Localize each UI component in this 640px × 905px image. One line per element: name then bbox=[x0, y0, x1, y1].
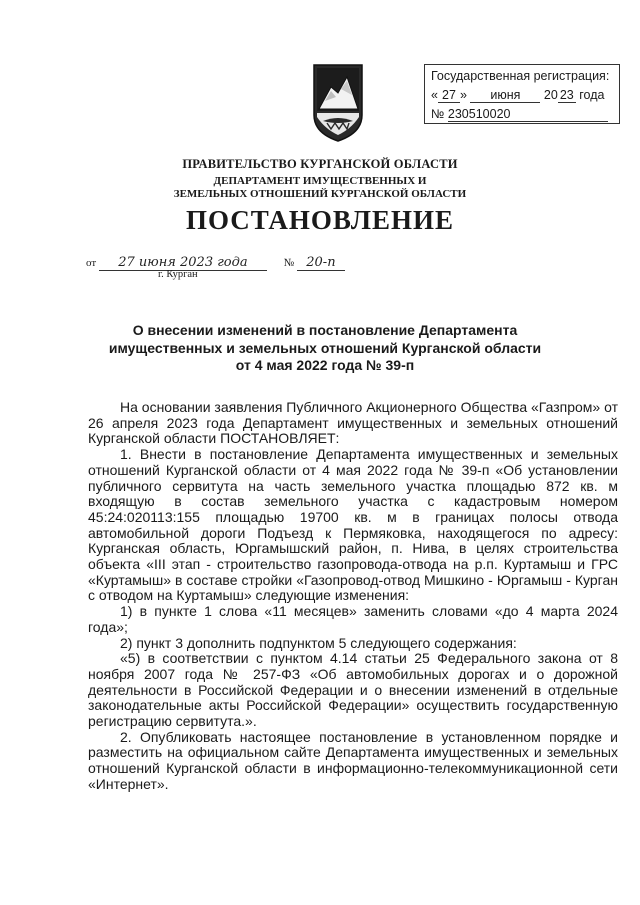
registration-number-row bbox=[431, 105, 619, 124]
title-line3: от 4 мая 2022 года № 39-п bbox=[235, 357, 415, 373]
paragraph-subitem2: 2) пункт 3 дополнить подпунктом 5 следующего содержания: bbox=[120, 634, 517, 651]
registration-month: июня bbox=[470, 88, 540, 103]
registration-label: Государственная регистрация: bbox=[431, 69, 610, 83]
date-number-line bbox=[86, 256, 345, 271]
registration-day: 27 bbox=[438, 88, 460, 103]
department-name-line1: ДЕПАРТАМЕНТ ИМУЩЕСТВЕННЫХ И bbox=[213, 175, 427, 187]
registration-year-prefix: 20 bbox=[543, 88, 558, 102]
registration-year-suffix: 23 bbox=[558, 88, 576, 103]
coat-of-arms-emblem bbox=[311, 63, 365, 143]
document-body bbox=[88, 400, 618, 793]
number-sign: № bbox=[283, 257, 295, 269]
paragraph-subitem1: 1) в пункте 1 слова «11 месяцев» заменить словами «до 4 марта 2024 года»; bbox=[88, 603, 618, 635]
registration-number-sign: № bbox=[431, 107, 445, 121]
title-line2: имущественных и земельных отношений Курганской области bbox=[108, 339, 542, 356]
handwritten-date: 27 июня 2023 года bbox=[99, 256, 267, 271]
department-name-line2: ЗЕМЕЛЬНЫХ ОТНОШЕНИЙ КУРГАНСКОЙ ОБЛАСТИ bbox=[173, 188, 467, 200]
document-title bbox=[70, 322, 580, 375]
government-name: ПРАВИТЕЛЬСТВО КУРГАНСКОЙ ОБЛАСТИ bbox=[182, 157, 458, 171]
paragraph-quote: «5) в соответствии с пунктом 4.14 статьи 25 Федерального закона от 8 ноября 2007 года № 257-ФЗ «Об автомобильных дорогах и о дорожной деятельности в Российской Федерации и о внесении изменений в отдельные законодательные акты Российской Федерации» осуществить государственную регистрацию сервитута.». bbox=[88, 650, 618, 730]
registration-date bbox=[431, 86, 619, 105]
registration-stamp bbox=[424, 64, 620, 124]
registration-close-quote: » bbox=[459, 88, 467, 102]
paragraph-preamble: На основании заявления Публичного Акционерного Общества «Газпром» от 26 апреля 2023 года Департамент имущественных и земельных отношений Курганской области ПОСТАНОВЛЯЕТ: bbox=[88, 399, 618, 447]
paragraph-item2: 2. Опубликовать настоящее постановление в установленном порядке и разместить на официальном сайте Департамента имущественных и земельных отношений Курганской области в информационно-телекоммуникационной сети «Интернет». bbox=[88, 728, 618, 792]
document-type: ПОСТАНОВЛЕНИЕ bbox=[185, 205, 455, 235]
title-line1: О внесении изменений в постановление Департамента bbox=[132, 322, 518, 338]
paragraph-item1: 1. Внести в постановление Департамента имущественных и земельных отношений Курганской области от 4 мая 2022 года № 39-п «Об установлении публичного сервитута на часть земельного участка площадью 872 кв. м входящую в состав земельного участка с кадастровым номером 45:24:020113:155 площадью 19700 кв. м в границах полосы отвода автомобильной дороги Подъезд к Пермяковка, находящегося по адресу: Курганская область, Юргамышский район, п. Нива, в целях строительства объекта «III этап - строительство газопровода-отвода на р.п. Куртамыш и ГРС «Куртамыш» в составе стройки «Газопровод-отвод Мишкино - Юргамыш - Курган с отводом на Куртамыш» следующие изменения: bbox=[88, 446, 618, 604]
registration-year-word: года bbox=[579, 88, 605, 102]
handwritten-number: 20-п bbox=[297, 256, 345, 271]
city-label: г. Курган bbox=[158, 269, 198, 280]
registration-open-quote: « bbox=[431, 88, 438, 102]
registration-number: 230510020 bbox=[448, 107, 608, 122]
date-from-label: от bbox=[86, 257, 97, 269]
